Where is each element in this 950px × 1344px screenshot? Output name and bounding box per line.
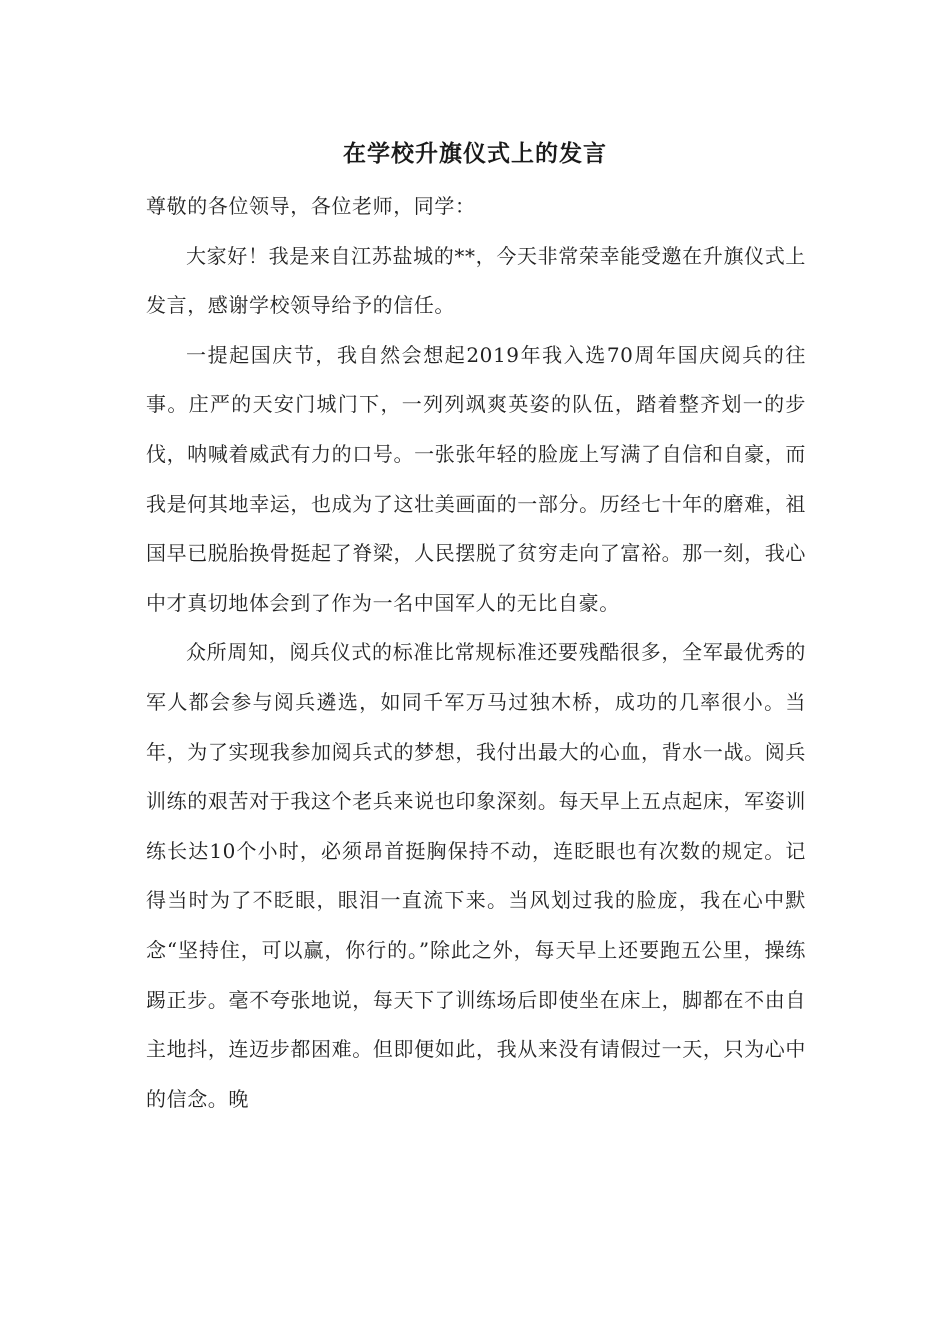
paragraph-greeting: 大家好！我是来自江苏盐城的**，今天非常荣幸能受邀在升旗仪式上发言，感谢学校领导给予的信任。 (146, 243, 806, 318)
salutation: 尊敬的各位领导，各位老师，同学： (146, 194, 476, 218)
document-body (146, 182, 806, 1124)
paragraph-parade-memory: 一提起国庆节，我自然会想起2019年我入选70周年国庆阅兵的往事。庄严的天安门城门下，一列列飒爽英姿的队伍，踏着整齐划一的步伐，呐喊着威武有力的口号。一张张年轻的脸庞上写满了自信和自豪，而我是何其地幸运，也成为了这壮美画面的一部分。历经七十年的磨难，祖国早已脱胎换骨挺起了脊梁，人民摆脱了贫穷走向了富裕。那一刻，我心中才真切地体会到了作为一名中国军人的无比自豪。 (146, 342, 806, 615)
paragraph-training: 众所周知，阅兵仪式的标准比常规标准还要残酷很多，全军最优秀的军人都会参与阅兵遴选，如同千军万马过独木桥，成功的几率很小。当年，为了实现我参加阅兵式的梦想，我付出最大的心血，背水一战。阅兵训练的艰苦对于我这个老兵来说也印象深刻。每天早上五点起床，军姿训练长达10个小时，必须昂首挺胸保持不动，连眨眼也有次数的规定。记得当时为了不眨眼，眼泪一直流下来。当风划过我的脸庞，我在心中默念“坚持住，可以赢，你行的。”除此之外，每天早上还要跑五公里，操练踢正步。毫不夸张地说，每天下了训练场后即使坐在床上，脚都在不由自主地抖，连迈步都困难。但即便如此，我从来没有请假过一天，只为心中的信念。晚 (146, 640, 806, 1111)
document-title: 在学校升旗仪式上的发言 (343, 140, 607, 167)
